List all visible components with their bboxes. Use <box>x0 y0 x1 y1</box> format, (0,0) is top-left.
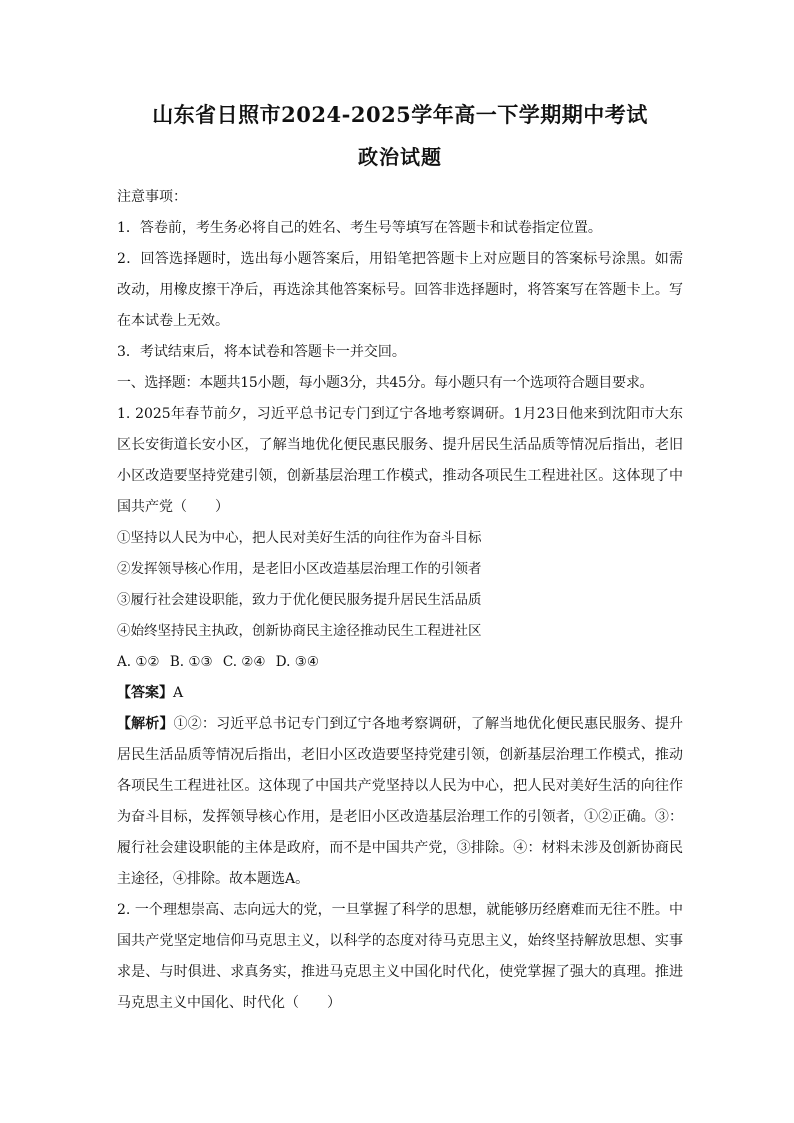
note-item-1: 1．答卷前，考生务必将自己的姓名、考生号等填写在答题卡和试卷指定位置。 <box>117 220 602 236</box>
page-title: 山东省日照市2024-2025学年高一下学期期中考试 <box>152 102 648 127</box>
question-1-option-2: ②发挥领导核心作用，是老旧小区改造基层治理工作的引领者 <box>117 561 482 577</box>
choice-b: B. ①③ <box>169 654 213 670</box>
section-heading: 一、选择题：本题共15小题，每小题3分，共45分。每小题只有一个选项符合题目要求。 <box>117 375 654 391</box>
choice-c: C. ②④ <box>222 654 266 670</box>
note-item-2: 2．回答选择题时，选出每小题答案后，用铅笔把答题卡上对应题目的答案标号涂黑。如需改动，用橡皮擦干净后，再选涂其他答案标号。回答非选择题时，将答案写在答题卡上。写在本试卷上无效。 <box>117 251 683 329</box>
question-1-answer <box>117 678 683 709</box>
choice-d: D. ③④ <box>275 654 319 670</box>
note-item-3: 3．考试结束后，将本试卷和答题卡一并交回。 <box>117 344 406 360</box>
question-1-option-1: ①坚持以人民为中心，把人民对美好生活的向往作为奋斗目标 <box>117 530 482 546</box>
answer-label: 【答案】 <box>117 685 173 701</box>
notes-heading: 注意事项： <box>117 189 187 205</box>
analysis-label: 【解析】 <box>117 716 174 732</box>
answer-value: A <box>173 685 184 701</box>
question-2-stem: 2. 一个理想崇高、志向远大的党，一旦掌握了科学的思想，就能够历经磨难而无往不胜。中国共产党坚定地信仰马克思主义，以科学的态度对待马克思主义，始终坚持解放思想、实事求是、与时俱进、求真务实，推进马克思主义中国化时代化，使党掌握了强大的真理。推进马克思主义中国化、时代化（ ） <box>117 902 683 1011</box>
analysis-text: ①②：习近平总书记专门到辽宁各地考察调研，了解当地优化便民惠民服务、提升居民生活品质等情况后指出，老旧小区改造要坚持党建引领，创新基层治理工作模式，推动各项民生工程进社区。这体现了中国共产党坚持以人民为中心，把人民对美好生活的向往作为奋斗目标，发挥领导核心作用，是老旧小区改造基层治理工作的引领者，①②正确。③：履行社会建设职能的主体是政府，而不是中国共产党，③排除。④：材料未涉及创新协商民主途径，④排除。故本题选A。 <box>117 716 684 887</box>
question-1-analysis <box>117 709 683 895</box>
question-1-option-4: ④始终坚持民主执政，创新协商民主途径推动民生工程进社区 <box>117 623 482 639</box>
question-1-choices <box>117 647 683 678</box>
question-1-stem: 1. 2025年春节前夕，习近平总书记专门到辽宁各地考察调研。1月23日他来到沈阳市大东区长安街道长安小区，了解当地优化便民惠民服务、提升居民生活品质等情况后指出，老旧小区改造要坚持党建引领，创新基层治理工作模式，推动各项民生工程进社区。这体现了中国共产党（ ） <box>117 406 683 515</box>
exam-page <box>117 100 683 1019</box>
question-1-option-3: ③履行社会建设职能，致力于优化便民服务提升居民生活品质 <box>117 592 482 608</box>
page-subtitle: 政治试题 <box>358 145 442 169</box>
choice-a: A. ①② <box>117 654 160 670</box>
